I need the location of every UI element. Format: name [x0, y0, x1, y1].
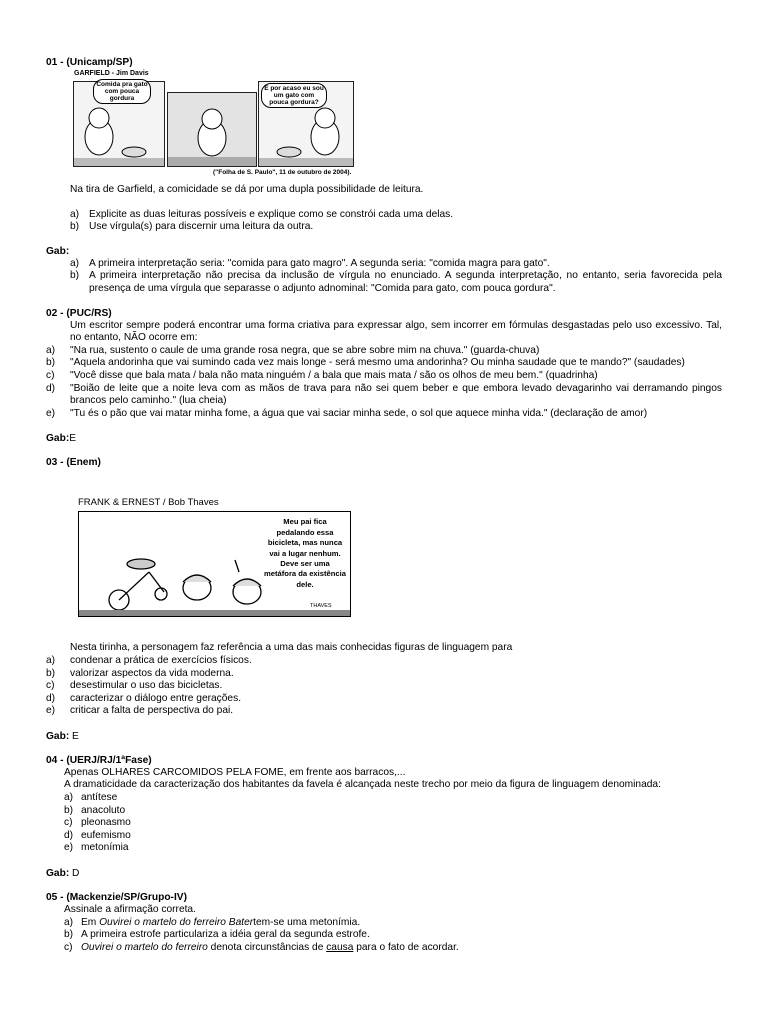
option-a: a) Explicite as duas leituras possíveis e explique como se constrói cada uma delas.	[70, 208, 454, 220]
question-2-options	[46, 345, 722, 421]
question-3-intro: Nesta tirinha, a personagem faz referência a uma das mais conhecidas figuras de linguagem para	[70, 642, 513, 654]
option-e: e) criticar a falta de perspectiva do pai.	[46, 705, 234, 717]
document-page	[46, 57, 722, 954]
speech-text: Meu pai fica pedalando essa bicicleta, mas nunca vai a lugar nenhum. Deve ser uma metáfora da existência dele.	[264, 517, 346, 589]
question-1-title: 01 - (Unicamp/SP)	[46, 57, 133, 68]
answer-option-a: a) A primeira interpretação seria: "comida para gato magro". A segunda seria: "comida magra para gato".	[70, 257, 550, 269]
comic-panel-2	[167, 92, 257, 167]
option-e: e) "Tu és o pão que vai matar minha fome, a água que vai saciar minha sede, o sol que aquece minha vida." (declaração de amor)	[46, 407, 648, 419]
option-c: c) desestimular o uso das bicicletas.	[46, 680, 223, 692]
option-b: b) valorizar aspectos da vida moderna.	[46, 667, 234, 679]
question-2-intro: Um escritor sempre poderá encontrar uma forma criativa para expressar algo, sem incorrer em fórmulas desgastadas pelo uso excessivo. Tal, no entanto, NÃO ocorre em:	[70, 319, 722, 344]
comic-title: FRANK & ERNEST / Bob Thaves	[78, 497, 219, 509]
garfield-comic	[73, 69, 433, 184]
comic-credit: ("Folha de S. Paulo", 11 de outubro de 2004).	[213, 169, 352, 176]
option-b: b) "Aquela andorinha que vai sumindo cada vez mais longe - será mesmo uma andorinha? Ou minha saudade que te mando?" (saudades)	[46, 357, 685, 369]
option-c: c) Ouvirei o martelo do ferreiro denota circunstâncias de causa para o fato de acordar.	[64, 941, 459, 953]
question-3-title: 03 - (Enem)	[46, 457, 101, 469]
option-b: b) anacoluto	[64, 804, 126, 816]
answer-key-1	[46, 258, 722, 296]
option-a: a) condenar a prática de exercícios físicos.	[46, 654, 252, 666]
option-c: c) "Você disse que bala mata / bala não mata ninguém / a bala que mais mata / são os olhos de meu bem." (quadrinha)	[46, 369, 598, 381]
option-a: a) "Na rua, sustento o caule de uma grande rosa negra, que se abre sobre mim na chuva." (guarda-chuva)	[46, 344, 540, 356]
answer-key-4: Gab: D	[46, 868, 80, 880]
answer-key-2: Gab:E	[46, 433, 77, 445]
option-e: e) metonímia	[64, 842, 129, 854]
option-b: b) A primeira estrofe particulariza a idéia geral da segunda estrofe.	[64, 929, 370, 941]
question-4-title: 04 - (UERJ/RJ/1ªFase)	[46, 754, 152, 766]
question-1-options	[46, 209, 722, 234]
comic-signature: THAVES	[310, 603, 332, 610]
question-1-intro: Na tira de Garfield, a comicidade se dá por uma dupla possibilidade de leitura.	[70, 184, 424, 195]
question-4-quote: Apenas OLHARES CARCOMIDOS PELA FOME, em frente aos barracos,...	[64, 766, 406, 778]
option-d: d) eufemismo	[64, 829, 131, 841]
answer-key-3: Gab: E	[46, 730, 79, 742]
question-5-options	[46, 917, 722, 955]
question-4-intro: A dramaticidade da caracterização dos habitantes da favela é alcançada neste trecho por meio da figura de linguagem denominada:	[64, 779, 661, 791]
speech-balloon-1: Comida pra gato com pouca gordura	[93, 79, 151, 104]
option-d: d) caracterizar o diálogo entre gerações.	[46, 692, 242, 704]
question-4-options	[46, 792, 722, 855]
option-a: a) antítese	[64, 792, 118, 804]
comic-title: GARFIELD - Jim Davis	[74, 70, 149, 77]
question-3-options	[46, 655, 722, 718]
answer-key-label: Gab:	[46, 245, 70, 257]
option-b: b) Use vírgula(s) para discernir uma leitura da outra.	[70, 221, 314, 233]
answer-option-b: b) A primeira interpretação não precisa da inclusão de vírgula no enunciado. A segunda interpretação, no entanto, seria favorecida pela presença de uma vírgula que separasse o adjunto adnominal: "Comida para gato, com pouca gordura".	[70, 270, 722, 294]
frank-ernest-comic	[78, 497, 368, 642]
garfield-drawing-2	[168, 93, 256, 166]
question-2-title: 02 - (PUC/RS)	[46, 307, 112, 319]
question-5-title: 05 - (Mackenzie/SP/Grupo-IV)	[46, 892, 187, 904]
option-c: c) pleonasmo	[64, 817, 131, 829]
option-d: d) "Boião de leite que a noite leva com as mãos de trava para não sei quem beber e que embora levado devagarinho vai derramando pingos brancos pelo caminho." (lua cheia)	[46, 382, 722, 407]
option-a: a) Em Ouvirei o martelo do ferreiro Batertem-se uma metonímia.	[64, 916, 361, 928]
question-5-intro: Assinale a afirmação correta.	[64, 904, 196, 916]
speech-balloon-2: E por acaso eu sou um gato com pouca gordura?	[261, 83, 327, 108]
